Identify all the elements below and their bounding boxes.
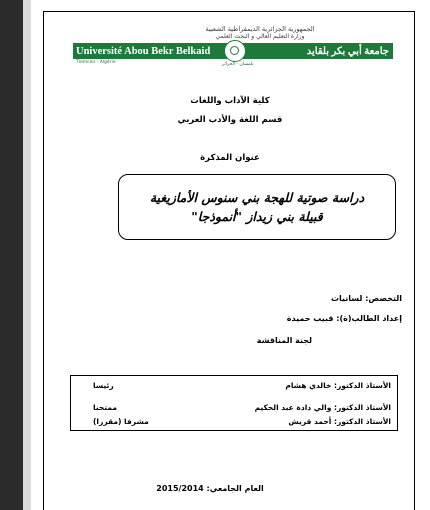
city-ar: تلمسان - الجزائر — [222, 62, 254, 67]
specialty-line: التخصص: لسانيات — [330, 294, 402, 303]
jury-row — [71, 417, 397, 429]
jury-member-role: رئيسا — [93, 381, 114, 390]
title-line-2: قبيلة بني زيداز "أنموذجا" — [191, 209, 323, 224]
university-logo-icon — [224, 40, 246, 62]
ministry-line: وزارة التعليم العالي و البحث العلمي — [215, 33, 305, 40]
faculty-name: كلية الآداب واللغات — [190, 96, 270, 106]
memoir-heading: عنوان المذكرة — [200, 153, 260, 163]
title-line-1: دراسة صوتية للهجة بني سنوس الأمازيغية — [149, 190, 365, 205]
republic-line: الجمهورية الجزائرية الديمقراطية الشعبية — [205, 25, 315, 33]
city-fr: Tlemcen - Algérie — [76, 60, 116, 65]
committee-heading: لجنة المناقشة — [256, 336, 312, 345]
page-shadow — [23, 0, 31, 510]
jury-member-name: الأستاذ الدكتور: والي دادة عبد الحكيم — [254, 403, 391, 412]
left-sidebar — [0, 0, 23, 510]
university-name-ar: جامعة أبي بكر بلقايد — [306, 45, 389, 57]
department-name: قسم اللغة والأدب العربي — [177, 115, 283, 125]
jury-member-name: الأستاذ الدكتور: خالدي هشام — [285, 381, 391, 390]
university-name-fr: Université Abou Bekr Belkaid — [76, 45, 211, 57]
jury-row — [71, 381, 397, 393]
title-box — [118, 174, 396, 240]
jury-table — [70, 375, 398, 431]
jury-row — [71, 403, 397, 415]
jury-member-role: مشرفا (مقررا) — [93, 417, 149, 426]
academic-year: العام الجامعي: 2015/2014 — [156, 484, 264, 493]
jury-member-role: ممتحنا — [93, 403, 118, 412]
jury-member-name: الأستاذ الدكتور: أحمد قريش — [288, 417, 391, 426]
page-frame — [43, 11, 415, 510]
prepared-by-line: إعداد الطالب(ة): قبيب حميدة — [286, 314, 402, 323]
